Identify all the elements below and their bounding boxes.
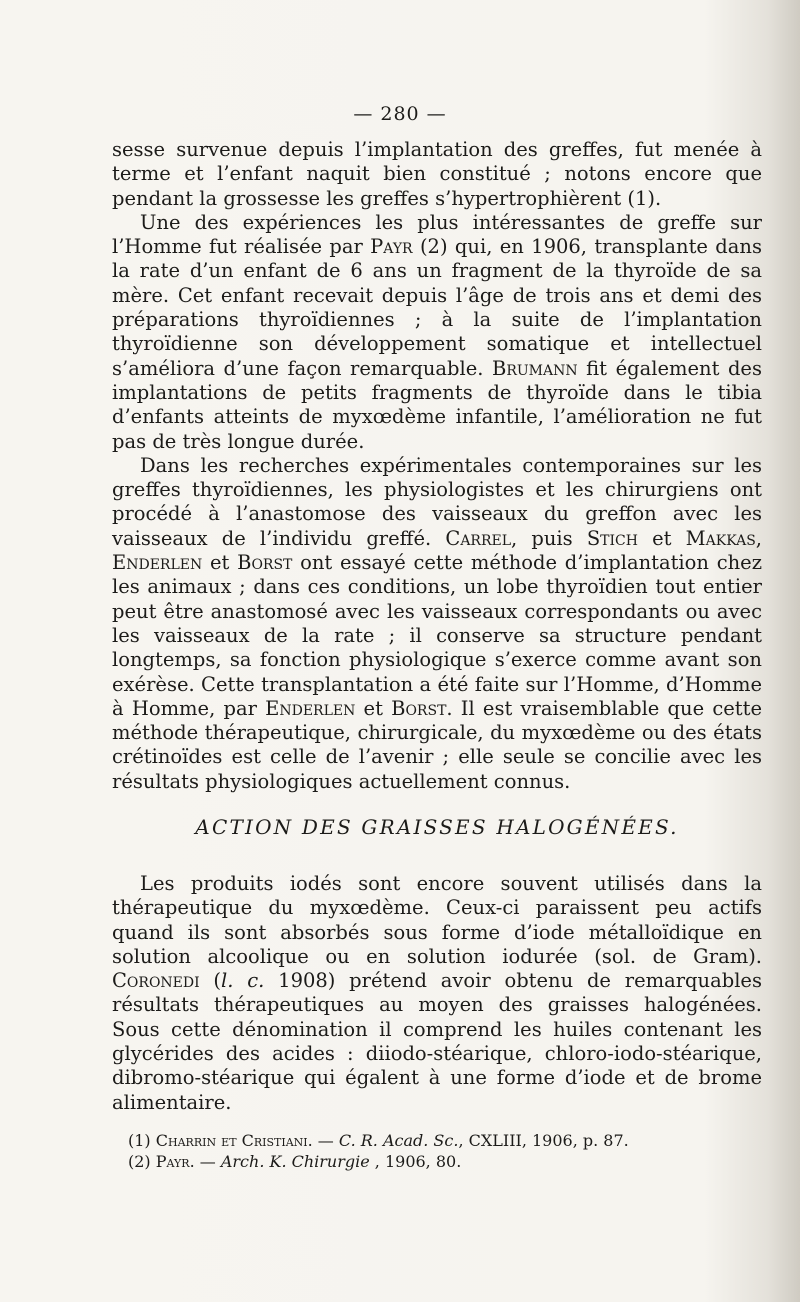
footnote-source: Arch. K. Chirurgie <box>220 1152 370 1171</box>
author-name-enderlen-2: Enderlen <box>265 696 356 720</box>
footnote-marker: (1) <box>128 1131 151 1150</box>
footnote-rest: , 1906, 80. <box>369 1152 462 1171</box>
paragraph-4 <box>112 872 762 1115</box>
paragraph-4-text-b: ( <box>199 969 222 993</box>
author-name-enderlen: Enderlen <box>112 551 203 575</box>
paragraph-3-text-e: et <box>202 551 238 575</box>
paragraph-2 <box>112 211 762 454</box>
author-name-stich: Stich <box>586 526 638 550</box>
footnote-rest: , CXLIII, 1906, p. 87. <box>458 1131 629 1150</box>
paragraph-3-text-a: Dans les recherches expérimentales contemporaines sur les greffes thyroïdiennes, les physiologistes et les chirurgiens ont procédé à l’anastomose des vaisseaux du greffon avec les vaisseaux de l’individu greffé. <box>112 453 762 550</box>
footnote-dash: — <box>312 1131 339 1150</box>
footnote-2 <box>128 1151 748 1172</box>
footnote-dash: — <box>194 1152 221 1171</box>
paragraph-2-text-a: Une des expériences les plus intéressantes de greffe sur l’Homme fut réalisée par <box>112 210 762 259</box>
section-heading: ACTION DES GRAISSES HALOGÉNÉES. <box>195 815 679 839</box>
footnote-source: C. R. Acad. Sc. <box>338 1131 459 1150</box>
paragraph-4-text-a: Les produits iodés sont encore souvent utilisés dans la thérapeutique du myxœdème. Ceux-ci paraissent peu actifs quand ils sont absorbés sous forme d’iode métalloïdique en solution alcoolique ou en solution iodurée (sol. de Gram). <box>112 872 762 968</box>
paragraph-3-text-d: , <box>755 526 762 550</box>
paragraph-3-text-g: et <box>355 696 392 720</box>
page-number: — 280 — <box>353 103 447 125</box>
author-name-payr: Payr <box>370 235 413 259</box>
author-name-coronedi: Coronedi <box>112 969 200 993</box>
paragraph-2-text-b: (2) qui, en 1906, transplante dans la rate d’un enfant de 6 ans un fragment de la thyroïde de sa mère. Cet enfant recevait depuis l’âge de trois ans et demi des préparations thyroïdiennes ; à la suite de l’implantation thyroïdienne son développement somatique et intellectuel s’améliora d’une façon remarquable. <box>112 235 762 380</box>
paragraph-4-text-c: 1908) prétend avoir obtenu de remarquables résultats thérapeutiques au moyen des graisses halogénées. Sous cette dénomination il comprend les huiles contenant les glycérides des acides : diiodo-stéarique, chloro-iodo-stéarique, dibromo-stéarique qui égalent à une forme d’iode et de brome alimentaire. <box>112 969 762 1114</box>
footnote-authors: Charrin et Cristiani. <box>155 1131 313 1150</box>
footnote-marker: (2) <box>128 1152 151 1171</box>
author-name-brumann: Brumann <box>492 356 578 380</box>
footnote-authors: Payr. <box>155 1152 195 1171</box>
paragraph-3-text-b: , puis <box>511 526 587 550</box>
paragraph-3 <box>112 454 762 794</box>
paragraph-3-text-c: et <box>637 526 686 550</box>
paragraph-3-text-h: . Il est vraisemblable que cette méthode thérapeutique, chirurgicale, du myxœdème ou des états crétinoïdes est celle de l’avenir ; elle seule se concilie avec les résultats physiologiques actuellement connus. <box>112 696 762 793</box>
author-name-carrel: Carrel <box>445 526 512 550</box>
paragraph-2-text-c: fit également des implantations de petits fragments de thyroïde dans le tibia d’enfants atteints de myxœdème infantile, l’amélioration ne fut pas de très longue durée. <box>112 356 762 453</box>
author-name-borst-2: Borst <box>391 696 447 720</box>
citation-loc-cit: l. c. <box>221 969 265 993</box>
body-text <box>112 138 762 794</box>
author-name-borst: Borst <box>237 551 293 575</box>
paragraph-3-text-f: ont essayé cette méthode d’implantation chez les animaux ; dans ces conditions, un lobe thyroïdien tout entier peut être anastomosé avec les vaisseaux correspondants ou avec les vaisseaux de la rate ; il conserve sa structure pendant longtemps, sa fonction physiologique s’exerce comme avant son exérèse. Cette transplantation a été faite sur l’Homme, d’Homme à Homme, par <box>112 551 762 720</box>
footnotes <box>128 1130 748 1172</box>
section-body <box>112 872 762 1115</box>
footnote-1 <box>128 1130 748 1151</box>
author-name-makkas: Makkas <box>685 526 756 550</box>
paragraph-1: sesse survenue depuis l’implantation des greffes, fut menée à terme et l’enfant naquit bien constitué ; notons encore que pendant la grossesse les greffes s’hypertrophièrent (1). <box>112 138 762 210</box>
